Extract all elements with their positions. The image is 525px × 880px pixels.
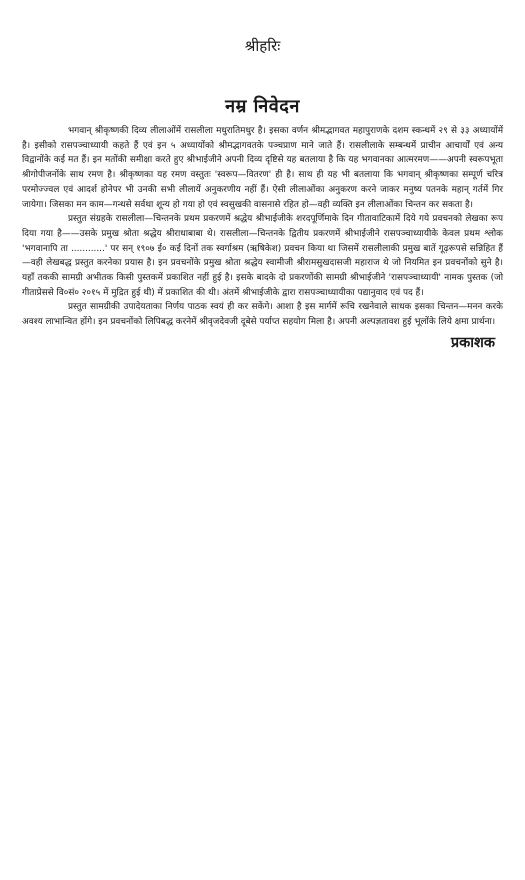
invocation-heading: श्रीहरिः xyxy=(244,37,281,55)
publisher-signature: प्रकाशक xyxy=(450,334,495,351)
body-paragraph-2: प्रस्तुत संग्रहके रासलीला—चिन्तनके प्रथम प्रकरणमें श्रद्धेय श्रीभाईजीके शरदपूर्णिमाके दिन गीतावाटिकामें दिये गये प्रवचनको लेखका रूप दिया गया है——उसके प्रमुख श्रोता श्रद्धेय श्रीराधाबाबा थे। रासलीला—चिन्तनके द्वितीय प्रकरणमें श्रीभाईजीने रासपञ्चाध्यायीके केवल प्रथम श्लोक 'भगवानापि ता ............' पर सन् १९०७ ई० कई दिनों तक स्वर्गाश्रम (ऋषिकेश) प्रवचन किया था जिसमें रासलीलाकी प्रमुख बातें गूढ़रूपसे सन्निहित हैं—वही लेखबद्ध प्रस्तुत करनेका प्रयास है। इन प्रवचनोंके प्रमुख श्रोता श्रद्धेय स्वामीजी श्रीरामसुखदासजी महाराज थे जो नियमित इन प्रवचनोंको सुने है। यहाँ तककी सामग्री अभीतक किसी पुस्तकमें प्रकाशित नहीं हुई है। इसके बादके दो प्रकरणोंकी सामग्री श्रीभाईजीने 'रासपञ्चाध्यायी' नामक पुस्तक (जो गीताप्रेससे वि०सं० २०१५ में मुद्रित हुई थी) में प्रकाशित की थी। अंतमें श्रीभाईजीके द्वारा रासपञ्चाध्यायीका पद्यानुवाद एवं पद हैं। xyxy=(22,214,503,298)
body-paragraph-1: भगवान् श्रीकृष्णकी दिव्य लीलाओंमें रासलीला मधुरातिमधुर है। इसका वर्णन श्रीमद्भागवत महापुराणके दशम स्कन्धमें २९ से ३३ अध्यायोंमें है। इसीको रासपञ्चाध्यायी कहते हैं एवं इन ५ अध्यायोंको श्रीमद्भागवतके पञ्चप्राण माने जाते हैं। रासलीलाके सम्बन्धमें प्राचीन आचार्यों एवं अन्य विद्वानोंके कई मत हैं। इन मतोंकी समीक्षा करते हुए श्रीभाईजीने अपनी दिव्य दृष्टिसे यह बतलाया है कि यह भगवानका आत्मरमण——अपनी स्वरूपभूता श्रीगोपीजनोंके साथ रमण है। श्रीकृष्णका यह रमण वस्तुतः 'स्वरूप—वितरण' ही है। साथ ही यह भी बतलाया कि भगवान् श्रीकृष्णका सम्पूर्ण चरित्र परमोज्ज्वल एवं आदर्श होनेपर भी उनकी सभी लीलायें अनुकरणीय नहीं हैं। ऐसी लीलाओंका अनुकरण करने जाकर मनुष्य पतनके महान् गर्तमें गिर जायेगा। जिसका मन काम—गन्धसे सर्वथा शून्य हो गया हो एवं स्वसुखकी वासनासे रहित हो—वही व्यक्ति इन लीलाओंका चिन्तन कर सकता है। xyxy=(22,126,503,210)
page-title: नम्र निवेदन xyxy=(225,96,300,117)
body-paragraph-3: प्रस्तुत सामग्रीकी उपादेयताका निर्णय पाठक स्वयं ही कर सकेंगे। आशा है इस मार्गमें रूचि रखनेवाले साधक इसका चिन्तन—मनन करके अवश्य लाभान्वित होंगे। इन प्रवचनोंको लिपिबद्ध करनेमें श्रीवृजदेवजी दूबेसे पर्याप्त सहयोग मिला है। अपनी अल्पज्ञतावश हुई भूलोंके लिये क्षमा प्रार्थना। xyxy=(22,302,503,328)
